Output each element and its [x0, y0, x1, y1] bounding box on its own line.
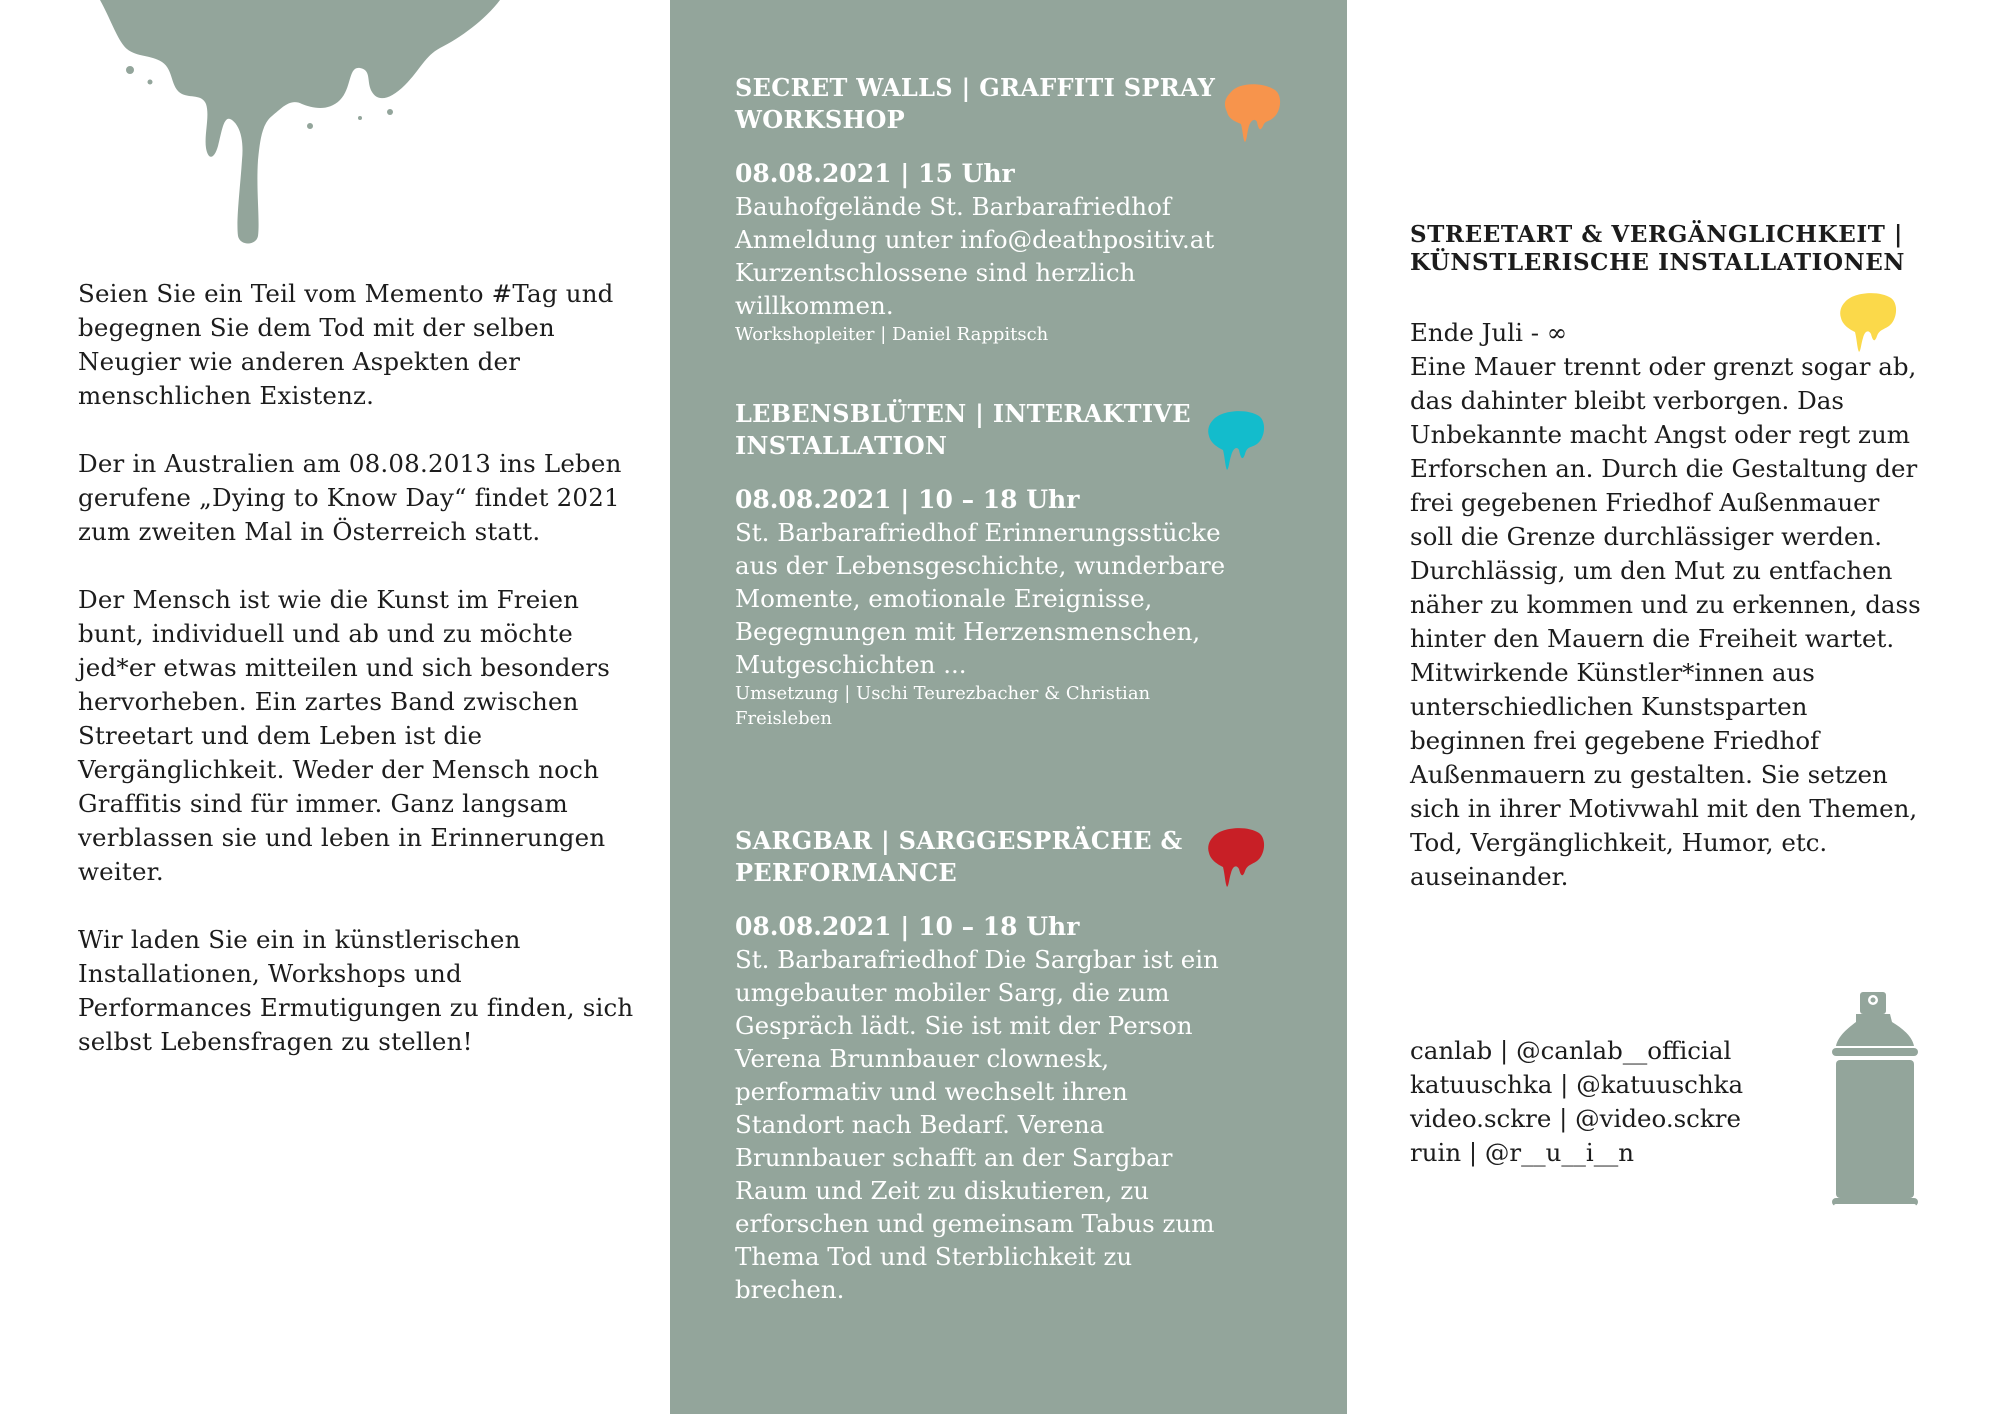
orange-paint-blob-icon	[1223, 82, 1283, 144]
artist-credit: video.sckre | @video.sckre	[1410, 1104, 1741, 1133]
intro-paragraph: Wir laden Sie ein in künstlerischen Installationen, Workshops und Performances Ermutigungen zu finden, sich selbst Lebensfragen zu stellen!	[78, 925, 634, 1056]
event-credit: Umsetzung | Uschi Teurezbacher & Christian Freisleben	[735, 683, 1151, 729]
artist-credit: ruin | @r__u__i__n	[1410, 1138, 1635, 1167]
event-credit: Workshopleiter | Daniel Rappitsch	[735, 324, 1049, 345]
event-title: LEBENSBLÜTEN | INTERAKTIVE INSTALLATION	[735, 399, 1191, 460]
installation-paragraph: Eine Mauer trennt oder grenzt sogar ab, das dahinter bleibt verborgen. Das Unbekannte macht Angst oder regt zum Erforschen an. Durch die Gestaltung der frei gegebenen Friedhof Außenmauer soll die Grenze durchlässiger werden. Durchlässig, um den Mut zu entfachen näher zu kommen und zu erkennen, dass hinter den Mauern die Freiheit wartet.	[1410, 352, 1921, 653]
events-panel	[670, 0, 1347, 1414]
left-column	[0, 0, 670, 1414]
event-description: St. Barbarafriedhof Erinnerungsstücke aus der Lebensgeschichte, wunderbare Momente, emotionale Ereignisse, Begegnungen mit Herzensmenschen, Mutgeschichten ...	[735, 518, 1226, 679]
intro-paragraph: Der Mensch ist wie die Kunst im Freien bunt, individuell und ab und zu möchte jed*er etwas mitteilen und sich besonders hervorheben. Ein zartes Band zwischen Streetart und dem Leben ist die Vergänglichkeit. Weder der Mensch noch Graffitis sind für immer. Ganz langsam verblassen sie und leben in Erinnerungen weiter.	[78, 585, 610, 886]
artist-credit: canlab | @canlab__official	[1410, 1036, 1732, 1065]
event-title: SECRET WALLS | GRAFFITI SPRAY WORKSHOP	[735, 73, 1216, 134]
event-description: St. Barbarafriedhof Die Sargbar ist ein umgebauter mobiler Sarg, die zum Gespräch lädt. Sie ist mit der Person Verena Brunnbauer clownesk, performativ und wechselt ihren Standort nach Bedarf. Verena Brunnbauer schafft an der Sargbar Raum und Zeit zu diskutieren, zu erforschen und gemeinsam Tabus zum Thema Tod und Sterblichkeit zu brechen.	[735, 945, 1219, 1304]
event-secret-walls	[735, 72, 1235, 347]
right-column	[1347, 0, 2000, 1414]
installation-title: STREETART & VERGÄNGLICHKEIT | KÜNSTLERISCHE INSTALLATIONEN	[1410, 221, 1906, 276]
paint-drip-icon	[90, 0, 510, 250]
installation-text	[1410, 316, 1930, 894]
intro-paragraph: Der in Australien am 08.08.2013 ins Leben gerufene „Dying to Know Day“ findet 2021 zum zweiten Mal in Österreich statt.	[78, 449, 622, 546]
intro-paragraph: Seien Sie ein Teil vom Memento #Tag und begegnen Sie dem Tod mit der selben Neugier wie anderen Aspekten der menschlichen Existenz.	[78, 279, 614, 410]
spray-can-icon	[1830, 990, 1920, 1212]
event-date: 08.08.2021 | 15 Uhr	[735, 159, 1015, 188]
installation-date: Ende Juli - ∞	[1410, 318, 1568, 347]
event-date: 08.08.2021 | 10 – 18 Uhr	[735, 912, 1080, 941]
cyan-paint-blob-icon	[1207, 408, 1267, 470]
artist-credits	[1410, 1034, 1810, 1170]
intro-text	[78, 277, 638, 1093]
event-description: Bauhofgelände St. Barbarafriedhof Anmeldung unter info@deathpositiv.at Kurzentschlossene sind herzlich willkommen.	[735, 192, 1215, 320]
red-paint-blob-icon	[1207, 825, 1267, 887]
artist-credit: katuuschka | @katuuschka	[1410, 1070, 1744, 1099]
event-title: SARGBAR | SARGGESPRÄCHE & PERFORMANCE	[735, 826, 1183, 887]
event-lebensblueten	[735, 398, 1235, 731]
event-sargbar	[735, 825, 1235, 1306]
event-date: 08.08.2021 | 10 – 18 Uhr	[735, 485, 1080, 514]
installation-paragraph: Mitwirkende Künstler*innen aus unterschiedlichen Kunstsparten beginnen frei gegebene Friedhof Außenmauern zu gestalten. Sie setzen sich in ihrer Motivwahl mit den Themen, Tod, Vergänglichkeit, Humor, etc. auseinander.	[1410, 658, 1918, 891]
